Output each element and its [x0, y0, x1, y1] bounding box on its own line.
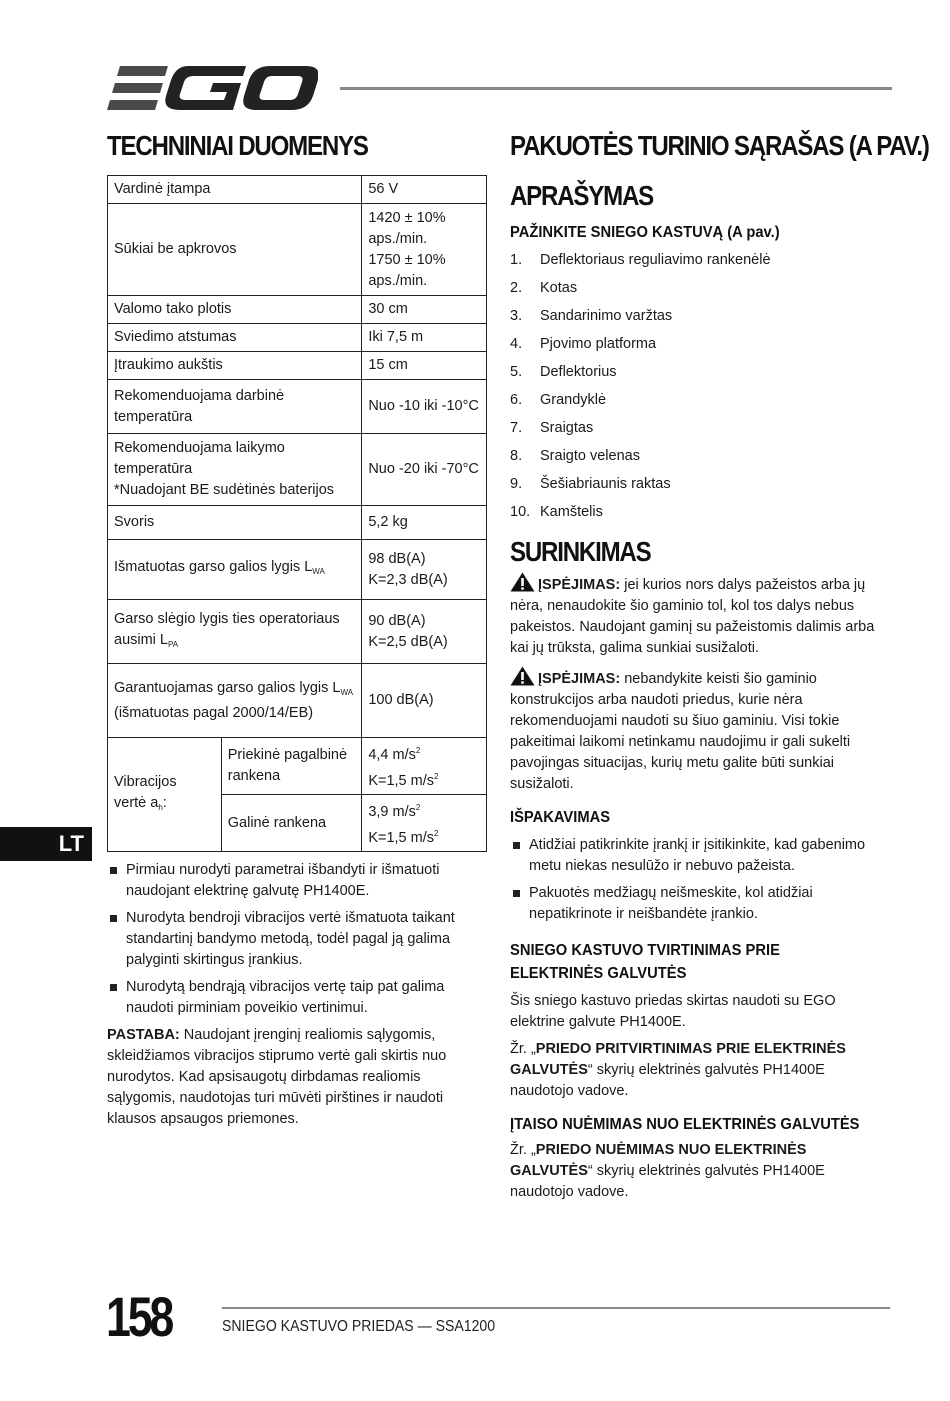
spec-value: Iki 7,5 m: [362, 324, 487, 352]
list-item: 10. Kamštelis: [510, 503, 603, 520]
spec-label: Rekomenduojama laikymo temperatūra *Nuadojant BE sudėtinės baterijos: [108, 434, 362, 506]
table-row: [108, 352, 487, 380]
header-rule: [340, 87, 892, 90]
spec-label: Rekomenduojama darbinė temperatūra: [108, 380, 362, 434]
list-item: Nurodytą bendrąją vibracijos vertę taip pat galima naudoti pirminiam poveikio vertinimui.: [107, 977, 487, 1019]
table-row: [108, 664, 487, 738]
list-item: 7. Sraigtas: [510, 419, 594, 436]
spec-label: Svoris: [108, 506, 362, 540]
list-item: Nurodyta bendroji vibracijos vertė išmatuota taikant standartinį bandymo metodą, todėl pagal ją galima palyginti skirtingus įrankius.: [107, 908, 487, 971]
spec-value: 3,9 $m/s^2$ K=1,5 $m/s^2$: [362, 795, 487, 852]
table-row: [108, 738, 487, 795]
spec-label: Vardinė įtampa: [108, 176, 362, 204]
warning-triangle-icon: [510, 666, 535, 686]
spec-value: 4,4 $m/s^2$ K=1,5 $m/s^2$: [362, 738, 487, 795]
spec-value: 30 cm: [362, 296, 487, 324]
spec-value: Nuo -20 iki -70°C: [362, 434, 487, 506]
footer-rule: [222, 1307, 890, 1309]
spec-value: 1420 ± 10% aps./min. 1750 ± 10% aps./min.: [362, 204, 487, 296]
page-number: 158: [106, 1285, 172, 1348]
list-item: 4. Pjovimo platforma: [510, 335, 657, 352]
spec-table: [107, 175, 487, 852]
list-item: 8. Sraigto velenas: [510, 447, 640, 464]
right-column: [510, 130, 929, 1203]
spec-value: 15 cm: [362, 352, 487, 380]
list-item: 9. Šešiabriaunis raktas: [510, 475, 671, 492]
list-item: 1. Deflektoriaus reguliavimo rankenėlė: [510, 251, 771, 268]
description-title: APRAŠYMAS: [510, 180, 654, 211]
spec-label: Išmatuotas garso galios lygis $L_{WA}$: [108, 540, 362, 600]
spec-label: Vibracijos vertė $a_h$:: [108, 738, 222, 852]
list-item: 3. Sandarinimo varžtas: [510, 307, 673, 324]
spec-sublabel: Priekinė pagalbinė rankena: [221, 738, 362, 795]
attach-paragraph: Šis sniego kastuvo priedas skirtas naudoti su EGO elektrine galvute PH1400E.: [510, 993, 836, 1030]
technical-data-title: TECHNINIAI DUOMENYS: [107, 130, 368, 161]
spec-value: 100 dB(A): [362, 664, 487, 738]
remove-reference-paragraph: Žr. „PRIEDO NUĖMIMAS NUO ELEKTRINĖS GALVUTĖS“ skyrių elektrinės galvutės PH1400E naudotojo vadove.: [510, 1142, 825, 1200]
table-row: [108, 296, 487, 324]
spec-label: Valomo tako plotis: [108, 296, 362, 324]
list-item: 2. Kotas: [510, 279, 578, 296]
language-tab: LT: [0, 827, 92, 861]
table-row: [108, 506, 487, 540]
list-item: Atidžiai patikrinkite įrankį ir įsitikinkite, kad gabenimo metu niekas nesulūžo ir nebuvo pažeista.: [510, 835, 890, 877]
spec-label: Garso slėgio lygis ties operatoriaus ausimi $L_{PA}$: [108, 600, 362, 664]
spec-value: Nuo -10 iki -10°C: [362, 380, 487, 434]
packing-list-title: PAKUOTĖS TURINIO SĄRAŠAS (A PAV.): [510, 130, 929, 161]
left-column: [107, 130, 487, 1130]
spec-value: 5,2 kg: [362, 506, 487, 540]
list-item: Pirmiau nurodyti parametrai išbandyti ir išmatuoti naudojant elektrinę galvutę PH1400E.: [107, 860, 487, 902]
note-paragraph: PASTABA: Naudojant įrenginį realiomis sąlygomis, skleidžiamos vibracijos stiprumo vertė gali skirtis nuo nurodytos. Kad apsisaugotų dirbdamas realiomis sąlygomis, naudotojas turi mūvėti pirštines ir naudoti klausos apsaugos priemones.: [107, 1027, 447, 1127]
table-row: [108, 176, 487, 204]
table-row: [108, 600, 487, 664]
spec-label: Įtraukimo aukštis: [108, 352, 362, 380]
table-row: [108, 540, 487, 600]
table-row: [108, 204, 487, 296]
spec-label: Garantuojamas garso galios lygis $L_{WA}$ (išmatuotas pagal 2000/14/EB): [108, 664, 362, 738]
table-row: [108, 380, 487, 434]
know-product-heading: PAŽINKITE SNIEGO KASTUVĄ (A pav.): [510, 224, 780, 241]
spec-value: 98 dB(A) K=2,3 dB(A): [362, 540, 487, 600]
spec-value: 90 dB(A) K=2,5 dB(A): [362, 600, 487, 664]
footer-doc-title: SNIEGO KASTUVO PRIEDAS — SSA1200: [222, 1318, 496, 1335]
remove-heading: ĮTAISO NUĖMIMAS NUO ELEKTRINĖS GALVUTĖS: [510, 1116, 860, 1133]
assembly-title: SURINKIMAS: [510, 536, 651, 567]
list-item: 6. Grandyklė: [510, 391, 607, 408]
attach-heading: SNIEGO KASTUVO TVIRTINIMAS PRIE ELEKTRINĖS GALVUTĖS: [510, 942, 780, 982]
table-row: [108, 324, 487, 352]
ego-logo: [106, 64, 318, 112]
parts-list: [510, 246, 890, 526]
warning-paragraph: ĮSPĖJIMAS: jei kurios nors dalys pažeistos arba jų nėra, nenaudokite šio gaminio tol, kol tos dalys nebus pakeistos. Naudojant gaminį su pažeistomis dalimis arba kai jų trūksta, galima sunkiai susižaloti.: [510, 572, 890, 659]
unpacking-list: [510, 835, 890, 925]
list-item: Pakuotės medžiagų neišmeskite, kol atidžiai nepatikrinote ir neišbandėte įrankio.: [510, 883, 890, 925]
spec-label: Sviedimo atstumas: [108, 324, 362, 352]
warning-paragraph: ĮSPĖJIMAS: nebandykite keisti šio gaminio konstrukcijos arba naudoti priedus, kurie nėra rekomenduojami naudoti su šiuo gaminiu. Visi tokie pakeitimai laikomi netinkamu naudojimu ir gali sukelti pavojingas situacijas, kurių metu galite būti sunkiai susižaloti.: [510, 666, 890, 795]
spec-sublabel: Galinė rankena: [221, 795, 362, 852]
list-item: 5. Deflektorius: [510, 363, 617, 380]
spec-notes-list: [107, 860, 487, 1019]
table-row: [108, 434, 487, 506]
spec-value: 56 V: [362, 176, 487, 204]
spec-label: Sūkiai be apkrovos: [108, 204, 362, 296]
unpacking-heading: IŠPAKAVIMAS: [510, 809, 611, 826]
attach-reference-paragraph: Žr. „PRIEDO PRITVIRTINIMAS PRIE ELEKTRINĖS GALVUTĖS“ skyrių elektrinės galvutės PH1400E naudotojo vadove.: [510, 1041, 846, 1099]
warning-triangle-icon: [510, 572, 535, 592]
